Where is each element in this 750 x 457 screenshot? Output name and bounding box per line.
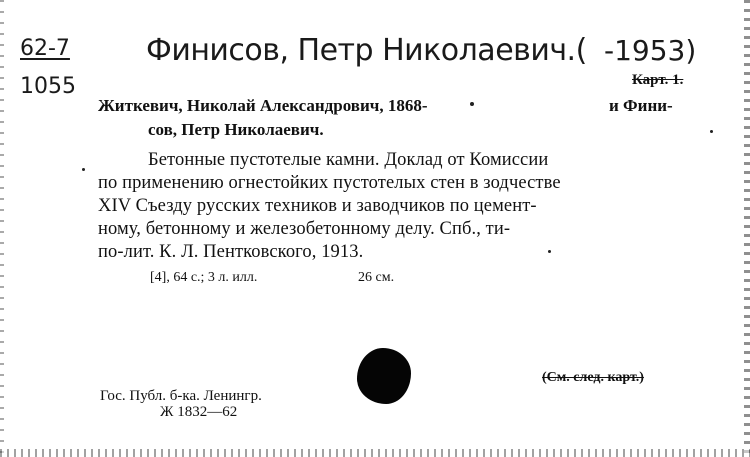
entry-heading-line1: Житкевич, Николай Александрович, 1868- — [98, 96, 428, 115]
handwritten-heading: Финисов, Петр Николаевич.( — [146, 33, 587, 68]
card-bottom-edge — [0, 449, 750, 457]
entry-body-line: XIV Съезду русских техников и заводчиков по цемент- — [98, 196, 537, 216]
shelf-mark-bottom: 1055 — [20, 74, 76, 99]
entry-body-line: по применению огнестойких пустотелых стен в зодчестве — [98, 173, 561, 193]
see-next-card: (См. след. карт.) — [542, 370, 644, 385]
library-stamp-line1: Гос. Публ. б-ка. Ленингр. — [100, 388, 262, 404]
library-stamp-line2: Ж 1832—62 — [160, 404, 238, 420]
handwritten-dates: -1953) — [604, 34, 697, 67]
ink-blot — [357, 348, 411, 404]
ink-speck — [82, 168, 85, 171]
card-left-edge — [0, 0, 4, 457]
card-number: Карт. 1. — [632, 72, 684, 88]
collation: [4], 64 с.; 3 л. илл. — [150, 270, 258, 285]
entry-body-line: ному, бетонному и железобетонному делу. Спб., ти- — [98, 219, 511, 239]
entry-heading-line2: сов, Петр Николаевич. — [148, 120, 324, 139]
ink-speck — [710, 130, 713, 133]
ink-speck — [548, 250, 551, 253]
shelf-mark-top: 62-7 — [20, 36, 70, 61]
entry-heading-line1-end: и Фини- — [609, 96, 673, 115]
entry-body-line: по-лит. К. Л. Пентковского, 1913. — [98, 242, 364, 262]
entry-body-line: Бетонные пустотелые камни. Доклад от Комиссии — [148, 150, 549, 170]
card-right-edge — [744, 0, 750, 457]
size: 26 см. — [358, 270, 395, 285]
ink-speck — [470, 102, 474, 106]
